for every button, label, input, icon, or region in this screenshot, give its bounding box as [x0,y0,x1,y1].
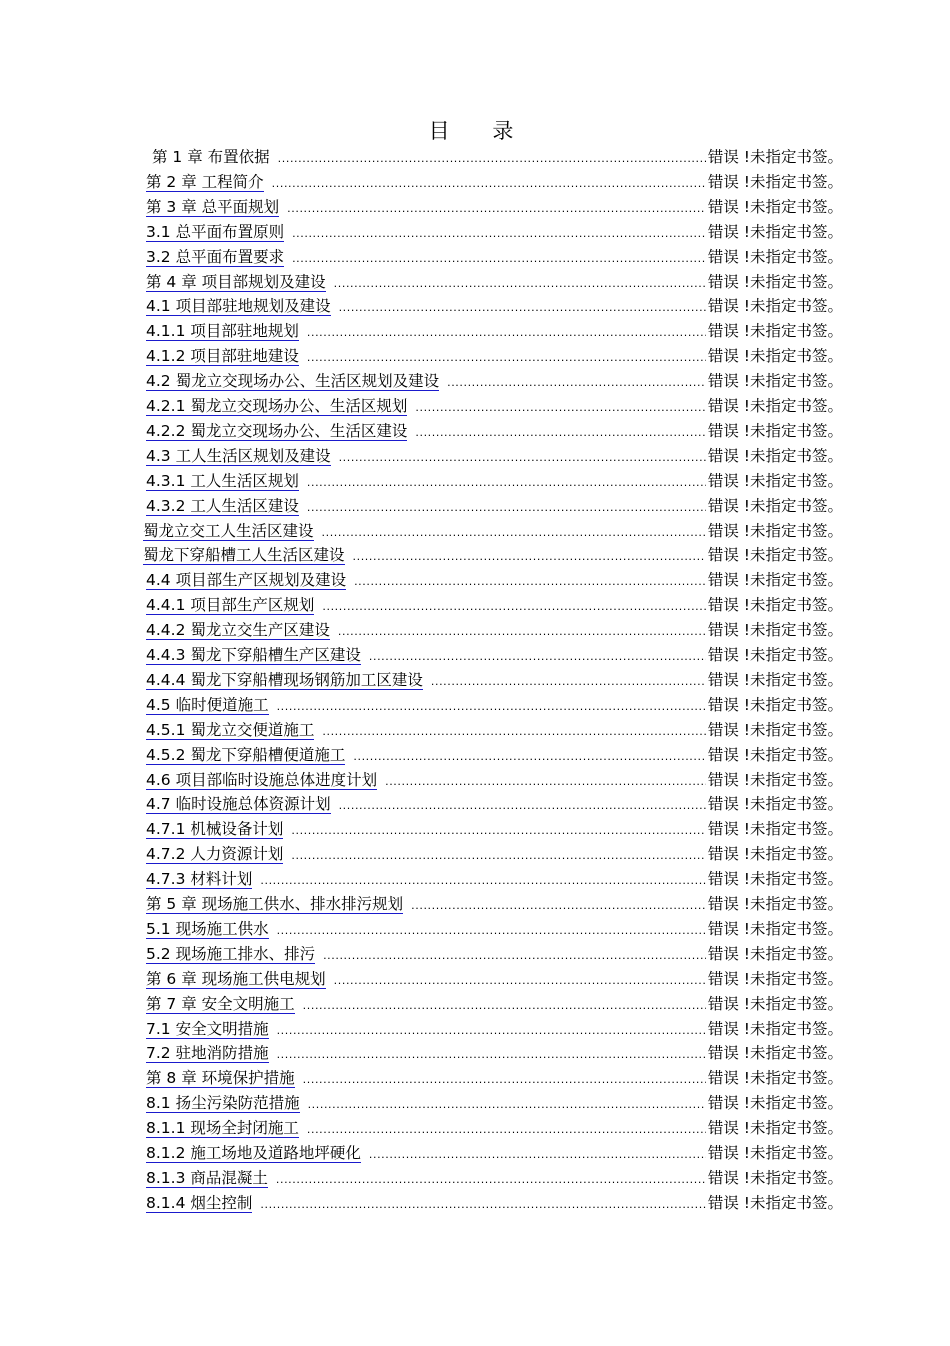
toc-entry-label: 8.1.2 施工场地及道路地坪硬化 [146,1144,361,1162]
toc-entry[interactable] [146,845,843,869]
toc-entry-label: 第 1 章 布置依据 [152,148,270,166]
toc-entry-page-ref: 错误 !未指定书签。 [707,1019,843,1038]
toc-dot-leader [307,474,706,492]
toc-entry-label: 7.1 安全文明措施 [146,1019,269,1038]
toc-entry-label: 4.5.2 蜀龙下穿船槽便道施工 [146,745,346,764]
toc-entry-page-ref: 错误 !未指定书签。 [707,1044,843,1063]
toc-entry-label: 4.2.1 蜀龙立交现场办公、生活区规划 [146,397,408,415]
toc-entry-page-ref: 错误 !未指定书签。 [707,870,843,889]
toc-entry-label: 4.7.1 机械设备计划 [146,820,284,839]
toc-entry-page-ref: 错误 !未指定书签。 [707,1144,843,1162]
toc-entry-page-ref: 错误 !未指定书签。 [707,745,843,764]
toc-entry[interactable] [146,1194,843,1218]
toc-entry[interactable] [146,248,843,272]
toc-entry-page-ref: 错误 !未指定书签。 [707,222,843,241]
toc-entry-page-ref: 错误 !未指定书签。 [707,546,843,565]
toc-entry[interactable] [146,721,843,745]
toc-entry[interactable] [143,546,843,570]
toc-dot-leader [334,972,706,990]
toc-entry[interactable] [146,497,843,521]
toc-entry-page-ref: 错误 !未指定书签。 [707,496,843,515]
toc-entry[interactable] [146,795,843,819]
toc-dot-leader [369,1146,706,1164]
toc-entry-label: 4.3 工人生活区规划及建设 [146,446,331,465]
toc-entry-page-ref: 错误 !未指定书签。 [707,820,843,839]
toc-entry[interactable] [146,447,843,471]
toc-dot-leader [292,250,706,268]
toc-entry[interactable] [146,571,843,595]
toc-entry-page-ref: 错误 !未指定书签。 [707,944,843,963]
toc-entry-page-ref: 错误 !未指定书签。 [707,521,843,540]
toc-entry-page-ref: 错误 !未指定书签。 [707,994,843,1013]
toc-entry-label: 4.4.4 蜀龙下穿船槽现场钢筋加工区建设 [146,670,423,689]
toc-entry[interactable] [146,696,843,720]
toc-entry-label: 8.1.3 商品混凝土 [146,1168,268,1187]
toc-entry-page-ref: 错误 !未指定书签。 [707,1193,843,1212]
toc-entry-label: 7.2 驻地消防措施 [146,1044,269,1063]
toc-entry[interactable] [146,1169,843,1193]
toc-title: 目 录 [428,119,532,143]
toc-dot-leader [339,797,706,815]
toc-entry-page-ref: 错误 !未指定书签。 [707,695,843,714]
toc-entry-page-ref: 错误 !未指定书签。 [707,322,843,341]
toc-entry[interactable] [146,1044,843,1068]
toc-entry-label: 4.3.1 工人生活区规划 [146,471,299,490]
toc-dot-leader [353,548,706,566]
toc-entry[interactable] [146,995,843,1019]
toc-entry-label: 5.1 现场施工供水 [146,919,269,938]
toc-entry-page-ref: 错误 !未指定书签。 [707,795,843,814]
toc-entry-label: 第 7 章 安全文明施工 [146,994,295,1013]
toc-entry-page-ref: 错误 !未指定书签。 [707,397,843,415]
toc-dot-leader [322,524,706,542]
toc-dot-leader [322,723,705,741]
toc-entry-page-ref: 错误 !未指定书签。 [707,770,843,789]
toc-dot-leader [369,648,706,666]
toc-dot-leader [291,847,705,865]
toc-dot-leader [339,299,706,317]
toc-entry-page-ref: 错误 !未指定书签。 [707,895,843,913]
toc-entry[interactable] [146,895,843,919]
toc-entry[interactable] [146,621,843,645]
toc-entry-label: 第 3 章 总平面规划 [146,197,280,216]
toc-entry[interactable] [146,223,843,247]
toc-entry[interactable] [146,472,843,496]
toc-entry[interactable] [146,1119,843,1143]
toc-dot-leader [431,673,706,691]
toc-entry-page-ref: 错误 !未指定书签。 [707,471,843,490]
toc-dot-leader [276,1171,706,1189]
toc-dot-leader [339,449,706,467]
toc-dot-leader [260,1196,705,1214]
toc-entry-page-ref: 错误 !未指定书签。 [707,1119,843,1138]
toc-entry[interactable] [146,671,843,695]
toc-entry-page-ref: 错误 !未指定书签。 [707,421,843,440]
toc-entry[interactable] [146,596,843,620]
toc-entry-page-ref: 错误 !未指定书签。 [707,347,843,366]
toc-dot-leader [287,200,706,218]
toc-dot-leader [277,698,706,716]
toc-entry-label: 4.1 项目部驻地规划及建设 [146,297,331,316]
toc-dot-leader [272,175,706,193]
toc-entry-label: 4.7.2 人力资源计划 [146,845,284,864]
toc-entry-page-ref: 错误 !未指定书签。 [707,969,843,988]
toc-entry-label: 4.4.1 项目部生产区规划 [146,596,315,615]
toc-entry-page-ref: 错误 !未指定书签。 [707,297,843,316]
toc-dot-leader [303,997,706,1015]
toc-entry-page-ref: 错误 !未指定书签。 [707,446,843,465]
toc-entry[interactable] [146,297,843,321]
toc-entry-page-ref: 错误 !未指定书签。 [707,670,843,689]
toc-dot-leader [307,1121,706,1139]
toc-dot-leader [322,598,705,616]
toc-dot-leader [307,324,706,342]
toc-entry-label: 第 2 章 工程简介 [146,172,264,191]
toc-entry[interactable] [146,372,843,396]
toc-dot-leader [334,275,706,293]
toc-entry-page-ref: 错误 !未指定书签。 [707,1069,843,1088]
toc-entry-page-ref: 错误 !未指定书签。 [707,646,843,664]
toc-dot-leader [447,374,706,392]
toc-dot-leader [323,947,706,965]
toc-entry[interactable] [146,347,843,371]
toc-entry-label: 3.2 总平面布置要求 [146,247,285,266]
toc-entry-label: 第 8 章 环境保护措施 [146,1069,295,1088]
toc-entry[interactable] [146,746,843,770]
toc-entry[interactable] [146,1144,843,1168]
toc-entry-page-ref: 错误 !未指定书签。 [707,621,843,640]
toc-dot-leader [260,872,705,890]
toc-entry[interactable] [146,970,843,994]
toc-entry[interactable] [146,422,843,446]
toc-entry-page-ref: 错误 !未指定书签。 [707,720,843,739]
toc-entry-page-ref: 错误 !未指定书签。 [707,272,843,291]
toc-entry-label: 蜀龙下穿船槽工人生活区建设 [143,546,345,565]
toc-entry-label: 蜀龙立交工人生活区建设 [143,521,314,540]
toc-entry[interactable] [152,148,843,172]
toc-entry[interactable] [143,522,843,546]
toc-dot-leader [292,225,706,243]
toc-entry[interactable] [146,322,843,346]
toc-entry-label: 3.1 总平面布置原则 [146,222,285,241]
toc-entry-page-ref: 错误 !未指定书签。 [707,919,843,938]
toc-entry-label: 4.7 临时设施总体资源计划 [146,795,331,814]
toc-entry-label: 4.2.2 蜀龙立交现场办公、生活区建设 [146,421,408,440]
toc-dot-leader [353,748,705,766]
toc-entry-label: 8.1 扬尘污染防范措施 [146,1094,300,1113]
toc-entry-label: 第 4 章 项目部规划及建设 [146,272,326,291]
toc-entry[interactable] [146,920,843,944]
toc-dot-leader [278,150,706,168]
toc-dot-leader [277,922,706,940]
toc-entry-label: 4.5.1 蜀龙立交便道施工 [146,720,315,739]
toc-dot-leader [303,1071,706,1089]
toc-entry-label: 4.1.1 项目部驻地规划 [146,322,299,341]
toc-entry-page-ref: 错误 !未指定书签。 [707,596,843,615]
toc-dot-leader [411,897,706,915]
toc-entry[interactable] [146,397,843,421]
toc-entry-label: 4.1.2 项目部驻地建设 [146,347,299,366]
toc-entry-label: 4.4.2 蜀龙立交生产区建设 [146,621,330,640]
toc-dot-leader [307,499,706,517]
toc-entry[interactable] [146,820,843,844]
toc-entry-label: 4.4 项目部生产区规划及建设 [146,571,347,590]
toc-entry[interactable] [146,173,843,197]
toc-entry[interactable] [146,646,843,670]
toc-entry-page-ref: 错误 !未指定书签。 [707,571,843,590]
toc-dot-leader [308,1096,706,1114]
toc-entry-page-ref: 错误 !未指定书签。 [707,197,843,216]
toc-dot-leader [277,1046,706,1064]
toc-entry-label: 4.4.3 蜀龙下穿船槽生产区建设 [146,646,361,664]
toc-entry-page-ref: 错误 !未指定书签。 [707,1168,843,1187]
toc-entry-label: 4.6 项目部临时设施总体进度计划 [146,770,378,789]
toc-entry-label: 第 5 章 现场施工供水、排水排污规划 [146,895,404,913]
toc-dot-leader [415,424,705,442]
toc-entry[interactable] [146,771,843,795]
toc-entry-label: 第 6 章 现场施工供电规划 [146,969,326,988]
toc-dot-leader [291,822,705,840]
toc-dot-leader [307,349,706,367]
toc-entry-label: 4.5 临时便道施工 [146,695,269,714]
toc-entry[interactable] [146,273,843,297]
toc-entry-label: 4.7.3 材料计划 [146,870,253,889]
toc-dot-leader [277,1022,706,1040]
toc-entry[interactable] [146,1094,843,1118]
toc-entry-page-ref: 错误 !未指定书签。 [707,1094,843,1113]
toc-dot-leader [338,623,706,641]
toc-entry-page-ref: 错误 !未指定书签。 [707,372,843,391]
toc-dot-leader [415,399,705,417]
toc-entry[interactable] [146,198,843,222]
toc-entry-label: 8.1.1 现场全封闭施工 [146,1119,299,1138]
toc-entry-label: 4.3.2 工人生活区建设 [146,496,299,515]
toc-entry[interactable] [146,945,843,969]
toc-entry-page-ref: 错误 !未指定书签。 [707,247,843,266]
toc-entry-page-ref: 错误 !未指定书签。 [707,148,843,166]
toc-entry-page-ref: 错误 !未指定书签。 [707,845,843,864]
toc-entry-page-ref: 错误 !未指定书签。 [707,172,843,191]
toc-entry[interactable] [146,870,843,894]
toc-dot-leader [354,573,706,591]
toc-entry[interactable] [146,1020,843,1044]
toc-entry-label: 4.2 蜀龙立交现场办公、生活区规划及建设 [146,372,440,391]
toc-dot-leader [385,773,706,791]
toc-entry[interactable] [146,1069,843,1093]
toc-entry-label: 8.1.4 烟尘控制 [146,1193,253,1212]
toc-entry-label: 5.2 现场施工排水、排污 [146,944,316,963]
